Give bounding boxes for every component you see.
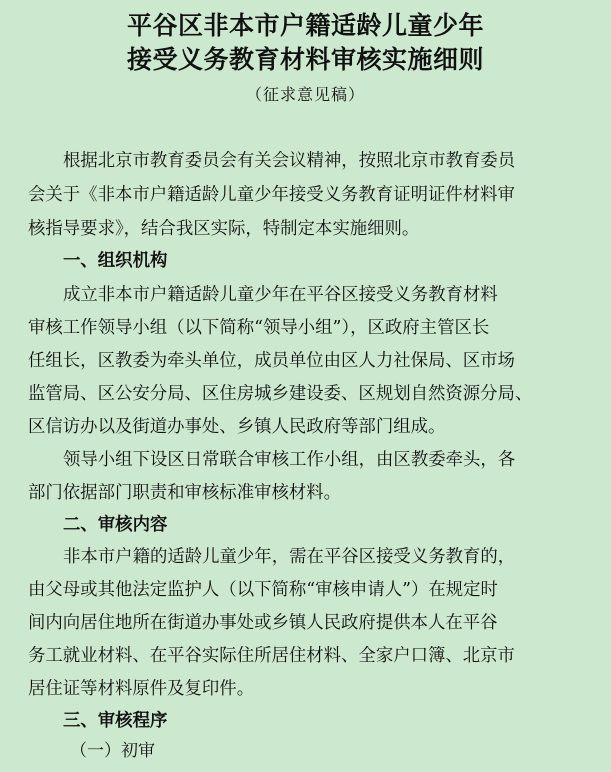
section-heading-review-procedure: 三、审核程序 bbox=[63, 711, 168, 731]
paragraph-working-group-line: 领导小组下设区日常联合审核工作小组，由区教委牵头，各 bbox=[63, 450, 516, 470]
paragraph-working-group-line: 部门依据部门职责和审核标准审核材料。 bbox=[28, 483, 342, 503]
paragraph-intro-line: 会关于《非本市户籍适龄儿童少年接受义务教育证明证件材料审 bbox=[28, 185, 515, 205]
paragraph-review-content-line: 务工就业材料、在平谷实际住所居住材料、全家户口簿、北京市 bbox=[28, 646, 515, 666]
section-heading-organization: 一、组织机构 bbox=[63, 251, 168, 271]
paragraph-intro-line: 根据北京市教育委员会有关会议精神，按照北京市教育委员 bbox=[63, 151, 516, 171]
paragraph-organization-line: 审核工作领导小组（以下简称“领导小组”），区政府主管区长 bbox=[28, 318, 490, 338]
paragraph-organization-line: 监管局、区公安分局、区住房城乡建设委、区规划自然资源分局、 bbox=[28, 384, 533, 404]
paragraph-review-content-line: 非本市户籍的适龄儿童少年，需在平谷区接受义务教育的， bbox=[63, 547, 516, 567]
subsection-heading-initial-review: （一）初审 bbox=[70, 741, 155, 761]
paragraph-review-content-line: 由父母或其他法定监护人（以下简称“审核申请人”）在规定时 bbox=[28, 580, 498, 600]
section-heading-review-content: 二、审核内容 bbox=[63, 515, 168, 535]
paragraph-organization-line: 成立非本市户籍适龄儿童少年在平谷区接受义务教育材料 bbox=[63, 285, 498, 305]
paragraph-organization-line: 任组长，区教委为牵头单位，成员单位由区人力社保局、区市场 bbox=[28, 351, 515, 371]
document-title-line1: 平谷区非本市户籍适龄儿童少年 bbox=[126, 11, 484, 40]
document-subtitle: （征求意见稿） bbox=[245, 85, 365, 104]
paragraph-review-content-line: 居住证等材料原件及复印件。 bbox=[28, 679, 255, 699]
paragraph-review-content-line: 间内向居住地所在街道办事处或乡镇人民政府提供本人在平谷 bbox=[28, 613, 498, 633]
paragraph-intro-line: 核指导要求》，结合我区实际，特制定本实施细则。 bbox=[28, 219, 420, 239]
paragraph-organization-line: 区信访办以及街道办事处、乡镇人民政府等部门组成。 bbox=[28, 417, 446, 437]
document-title-line2: 接受义务教育材料审核实施细则 bbox=[126, 45, 484, 74]
